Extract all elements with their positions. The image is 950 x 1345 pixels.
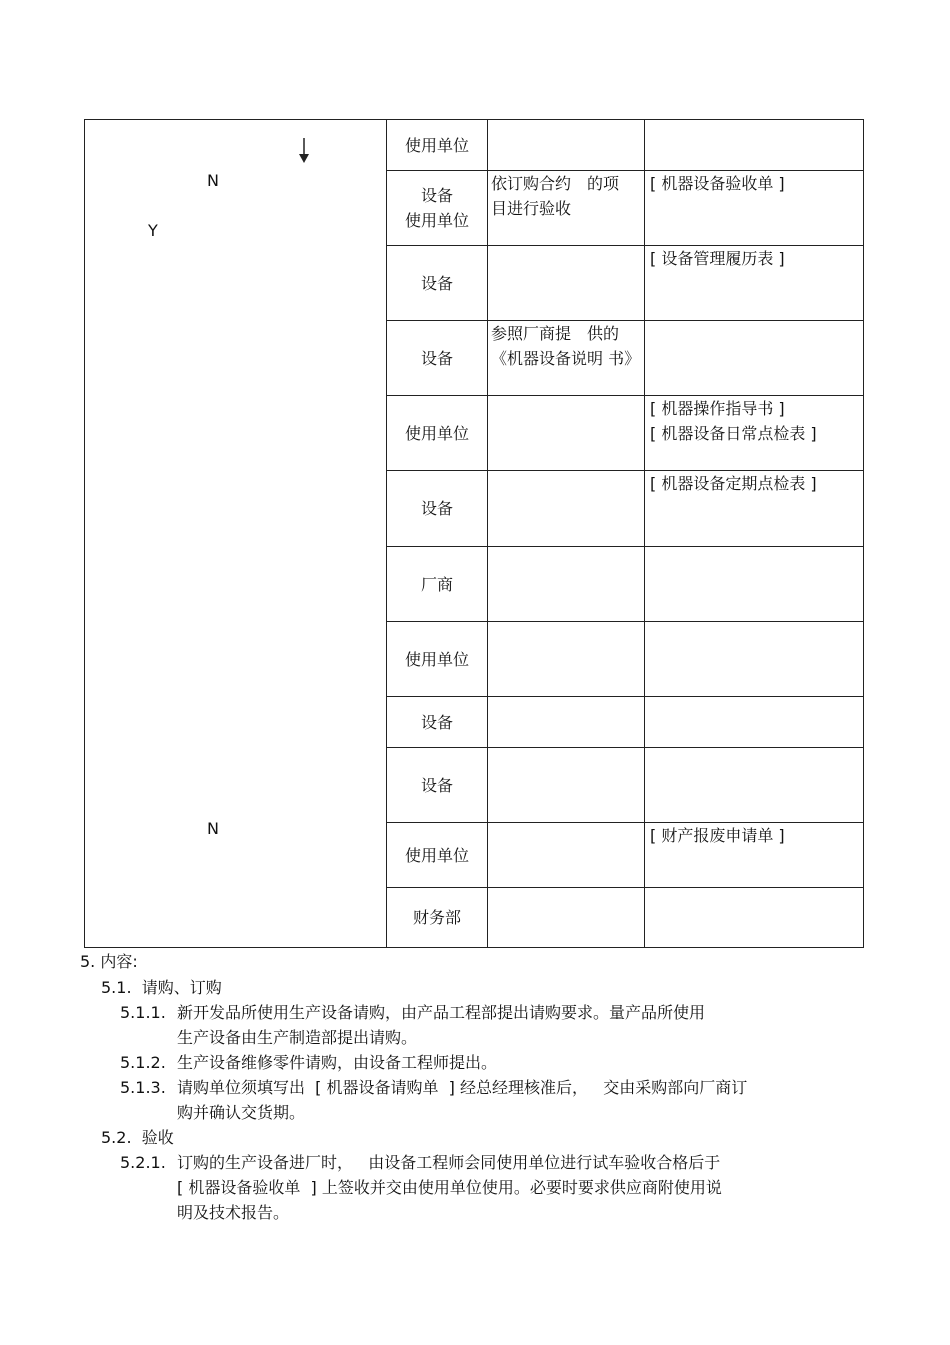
- clause-text: 生产设备由生产制造部提出请购。: [177, 1028, 418, 1047]
- clause-text: 请购单位须填写出 [ 机器设备请购单 ] 经总经理核准后， 交由采购部向厂商订: [177, 1078, 748, 1097]
- dept-cell: 设备: [387, 697, 488, 747]
- clause-text: 新开发品所使用生产设备请购，由产品工程部提出请购要求。量产品所使用: [177, 1003, 706, 1022]
- form-cell: [645, 622, 863, 696]
- table-row: [387, 622, 863, 697]
- dept-cell: 使用单位: [387, 120, 488, 170]
- subsection-heading: 5.1. 请购、订购: [101, 978, 222, 997]
- form-cell: [645, 748, 863, 822]
- action-cell: [488, 888, 645, 947]
- table-row: [387, 547, 863, 622]
- form-cell: [645, 321, 863, 395]
- dept-cell: [387, 171, 488, 245]
- table-row: [387, 321, 863, 396]
- clause-number: 5.1.3.: [120, 1078, 166, 1097]
- dept-cell: 使用单位: [387, 622, 488, 696]
- dept-cell: 厂商: [387, 547, 488, 621]
- action-cell: [488, 697, 645, 747]
- action-cell: [488, 246, 645, 320]
- action-cell: [488, 547, 645, 621]
- dept-label: 设备: [420, 186, 453, 205]
- form-cell: [645, 120, 863, 170]
- form-cell: [645, 823, 863, 887]
- action-cell: 参照厂商提 供的 《机器设备说明 书》: [488, 321, 645, 395]
- table-row: [387, 823, 863, 888]
- form-name: [ 机器设备日常点检表 ]: [650, 424, 817, 443]
- clause-text: 购并确认交货期。: [177, 1103, 306, 1122]
- form-name: [ 机器设备验收单 ]: [650, 174, 785, 193]
- table-row: [387, 888, 863, 947]
- table-row: [387, 748, 863, 823]
- section-heading: 5. 内容:: [80, 952, 138, 971]
- table-row: [387, 396, 863, 471]
- flow-label-yes: Y: [148, 221, 158, 240]
- action-cell: [488, 471, 645, 546]
- dept-cell: 设备: [387, 321, 488, 395]
- subsection-heading: 5.2. 验收: [101, 1128, 174, 1147]
- form-name: [ 机器操作指导书 ]: [650, 399, 785, 418]
- form-cell: [645, 246, 863, 320]
- down-arrow-icon: [297, 138, 311, 164]
- dept-cell: 财务部: [387, 888, 488, 947]
- flow-label-no: N: [207, 171, 219, 190]
- clause-text: 明及技术报告。: [177, 1203, 290, 1222]
- flowchart-diagram-column: [85, 120, 387, 947]
- dept-cell: 使用单位: [387, 823, 488, 887]
- dept-cell: 使用单位: [387, 396, 488, 470]
- flow-label-no: N: [207, 819, 219, 838]
- dept-label: 使用单位: [404, 211, 469, 230]
- form-cell: [645, 171, 863, 245]
- table-row: [387, 471, 863, 547]
- form-cell: [645, 888, 863, 947]
- table-row: [387, 246, 863, 321]
- form-name: [ 设备管理履历表 ]: [650, 249, 785, 268]
- clause-text: [ 机器设备验收单 ] 上签收并交由使用单位使用。必要时要求供应商附使用说: [177, 1178, 722, 1197]
- clause-text: 生产设备维修零件请购，由设备工程师提出。: [177, 1053, 498, 1072]
- form-cell: [645, 471, 863, 546]
- clause-text: 订购的生产设备进厂时， 由设备工程师会同使用单位进行试车验收合格后于: [177, 1153, 721, 1172]
- clause-number: 5.1.2.: [120, 1053, 166, 1072]
- action-cell: 依订购合约 的项 目进行验收: [488, 171, 645, 245]
- table-row: [387, 697, 863, 748]
- action-cell: [488, 622, 645, 696]
- dept-cell: 设备: [387, 748, 488, 822]
- flowchart-table: [84, 119, 864, 948]
- form-cell: [645, 396, 863, 470]
- clause-number: 5.1.1.: [120, 1003, 166, 1022]
- dept-cell: 设备: [387, 471, 488, 546]
- form-cell: [645, 697, 863, 747]
- dept-cell: 设备: [387, 246, 488, 320]
- action-cell: [488, 823, 645, 887]
- action-cell: [488, 396, 645, 470]
- form-name: [ 机器设备定期点检表 ]: [650, 474, 817, 493]
- table-row: [387, 171, 863, 246]
- form-cell: [645, 547, 863, 621]
- table-row: [387, 120, 863, 171]
- clause-number: 5.2.1.: [120, 1153, 166, 1172]
- flowchart-rows: [387, 120, 863, 947]
- action-cell: [488, 120, 645, 170]
- form-name: [ 财产报废申请单 ]: [650, 826, 785, 845]
- action-cell: [488, 748, 645, 822]
